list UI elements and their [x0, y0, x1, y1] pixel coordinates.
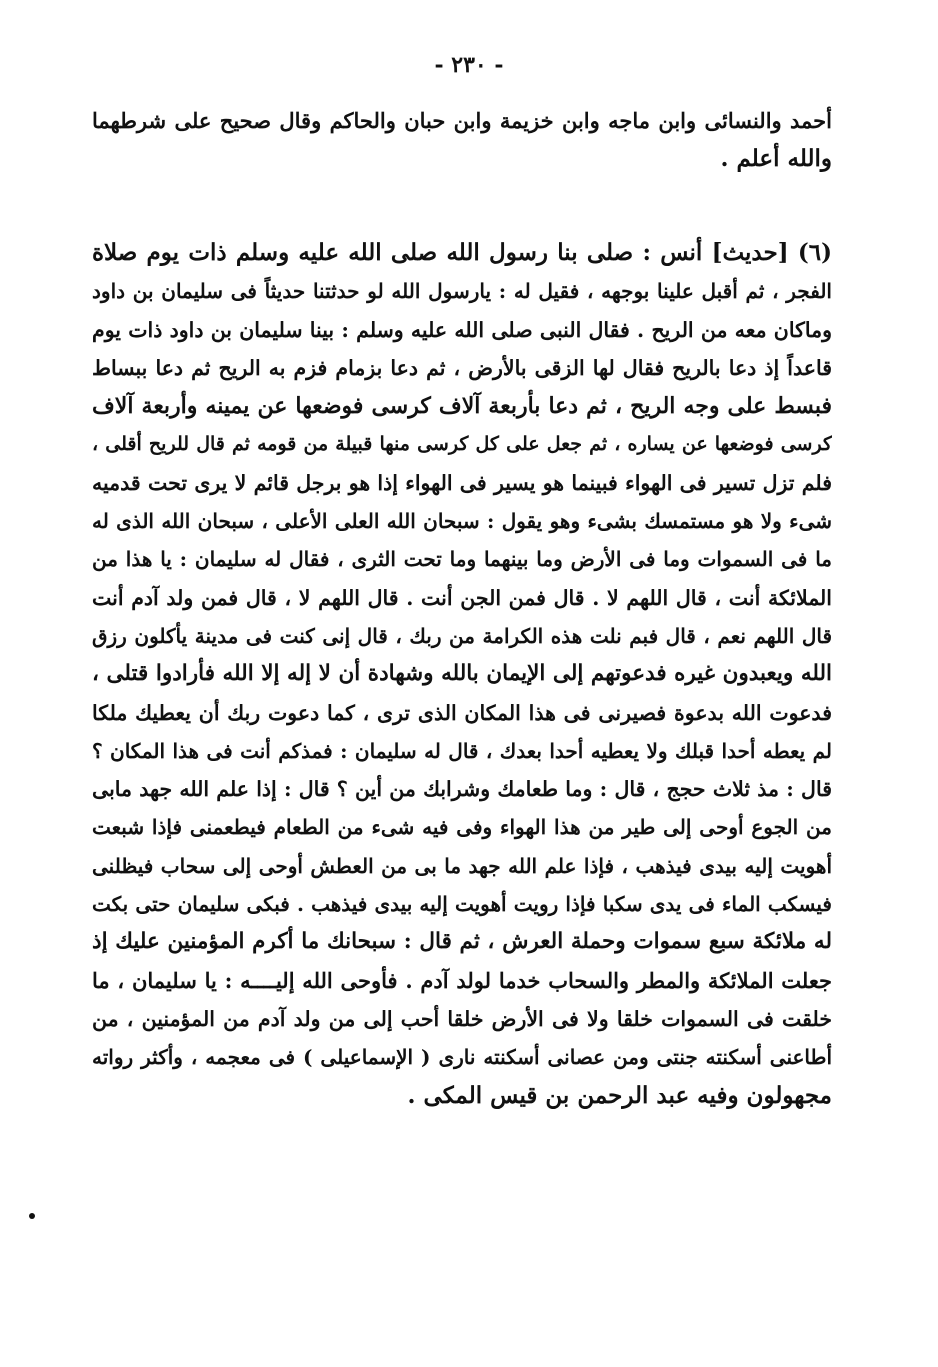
- margin-dot: [29, 1213, 35, 1219]
- text-line: أحمد والنسائى وابن ماجه وابن خزيمة وابن حبان والحاكم وقال صحيح على شرطهما: [92, 108, 832, 133]
- text-line: والله أعلم .: [720, 145, 832, 173]
- text-line: شىء ولا هو مستمسك بشىء وهو يقول : سبحان الله العلى الأعلى ، سبحان الله الذى له: [92, 509, 832, 534]
- text-line: فدعوت الله بدعوة فصيرنى فى هذا المكان الذى ترى ، كما دعوت ربك أن يعطيك ملكا: [92, 700, 832, 725]
- text-line: (٦) [حديث] أنس : صلى بنا رسول الله صلى الله عليه وسلم ذات يوم صلاة: [92, 239, 832, 266]
- page-number: - ٢٣٠ -: [434, 52, 504, 78]
- text-line: له ملائكة سبع سموات وحملة العرش ، ثم قال : سبحانك ما أكرم المؤمنين عليك إذ: [92, 929, 832, 955]
- text-line: أهويت إليه بيدى فيذهب ، فإذا علم الله جهد ما بى من العطش أوحى إلى سحاب فيظلنى: [92, 853, 832, 878]
- text-line: ما فى السموات وما فى الأرض وما بينهما وما تحت الثرى ، فقال له سليمان : يا هذا من: [92, 547, 832, 572]
- text-line: قاعداً إذ دعا بالريح فقال لها الزقى بالأرض ، ثم دعا بزمام فزم به الريح ثم دعا ببساط: [92, 355, 832, 380]
- hadith-paragraph: [92, 234, 832, 1115]
- text-line: الملائكة أنت ، قال اللهم لا . قال فمن الجن أنت . قال اللهم لا ، قال فمن ولد آدم أنت: [92, 585, 832, 610]
- text-line: أطاعنى أسكنته جنتى ومن عصانى أسكنته نارى ( الإسماعيلى ) فى معجمه ، وأكثر رواته: [92, 1045, 832, 1070]
- text-line: فلم تزل تسير فى الهواء فبينما هو يسير فى الهواء إذا هو برجل قائم لا يرى تحت قدميه: [92, 470, 832, 495]
- paragraph-continuation: [92, 102, 832, 179]
- text-line: خلقت فى السموات خلقا ولا فى الأرض خلقا أحب إلى من ولد آدم من المؤمنين ، من: [92, 1006, 832, 1031]
- text-line: مجهولون وفيه عبد الرحمن بن قيس المكى .: [407, 1081, 832, 1109]
- text-line: من الجوع أوحى إلى طير من هذا الهواء وفى فيه شىء من الطعام فيطعمنى فإذا شبعت: [92, 815, 832, 840]
- text-line: لم يعطه أحدا قبلك ولا يعطيه أحدا بعدك ، قال له سليمان : فمذكم أنت فى هذا المكان ؟: [92, 738, 832, 763]
- text-line: جعلت الملائكة والمطر والسحاب خدما لولد آدم . فأوحى الله إليــــه : يا سليمان ، ما: [92, 967, 832, 993]
- text-line: وماكان معه من الريح . فقال النبى صلى الله عليه وسلم : بينا سليمان بن داود ذات يوم: [92, 317, 832, 342]
- text-line: قال : مذ ثلاث حجج ، قال : وما طعامك وشرابك من أين ؟ قال : إذا علم الله جهد مابى: [92, 777, 832, 802]
- text-line: الله ويعبدون غيره فدعوتهم إلى الإيمان بالله وشهادة أن لا إله إلا الله فأرادوا قتلى ،: [92, 661, 832, 687]
- text-line: قال اللهم نعم ، قال فبم نلت هذه الكرامة من ربك ، قال إنى كنت فى مدينة يأكلون رزق: [92, 623, 832, 648]
- text-line: فبسط على وجه الريح ، ثم دعا بأربعة آلاف كرسى فوضعها عن يمينه وأربعة آلاف: [92, 393, 832, 420]
- text-line: فيسكب الماء فى يدى سكبا فإذا رويت أهويت إليه بيدى فيذهب . فبكى سليمان حتى بكت: [92, 892, 832, 917]
- text-line: الفجر ، ثم أقبل علينا بوجهه ، فقيل له : يارسول الله لو حدثتنا حديثاً فى سليمان بن داود: [92, 279, 832, 304]
- text-line: كرسى فوضعها عن يساره ، ثم جعل على كل كرسى منها قبيلة من قومه ثم قال للريح أقلى ،: [92, 433, 832, 456]
